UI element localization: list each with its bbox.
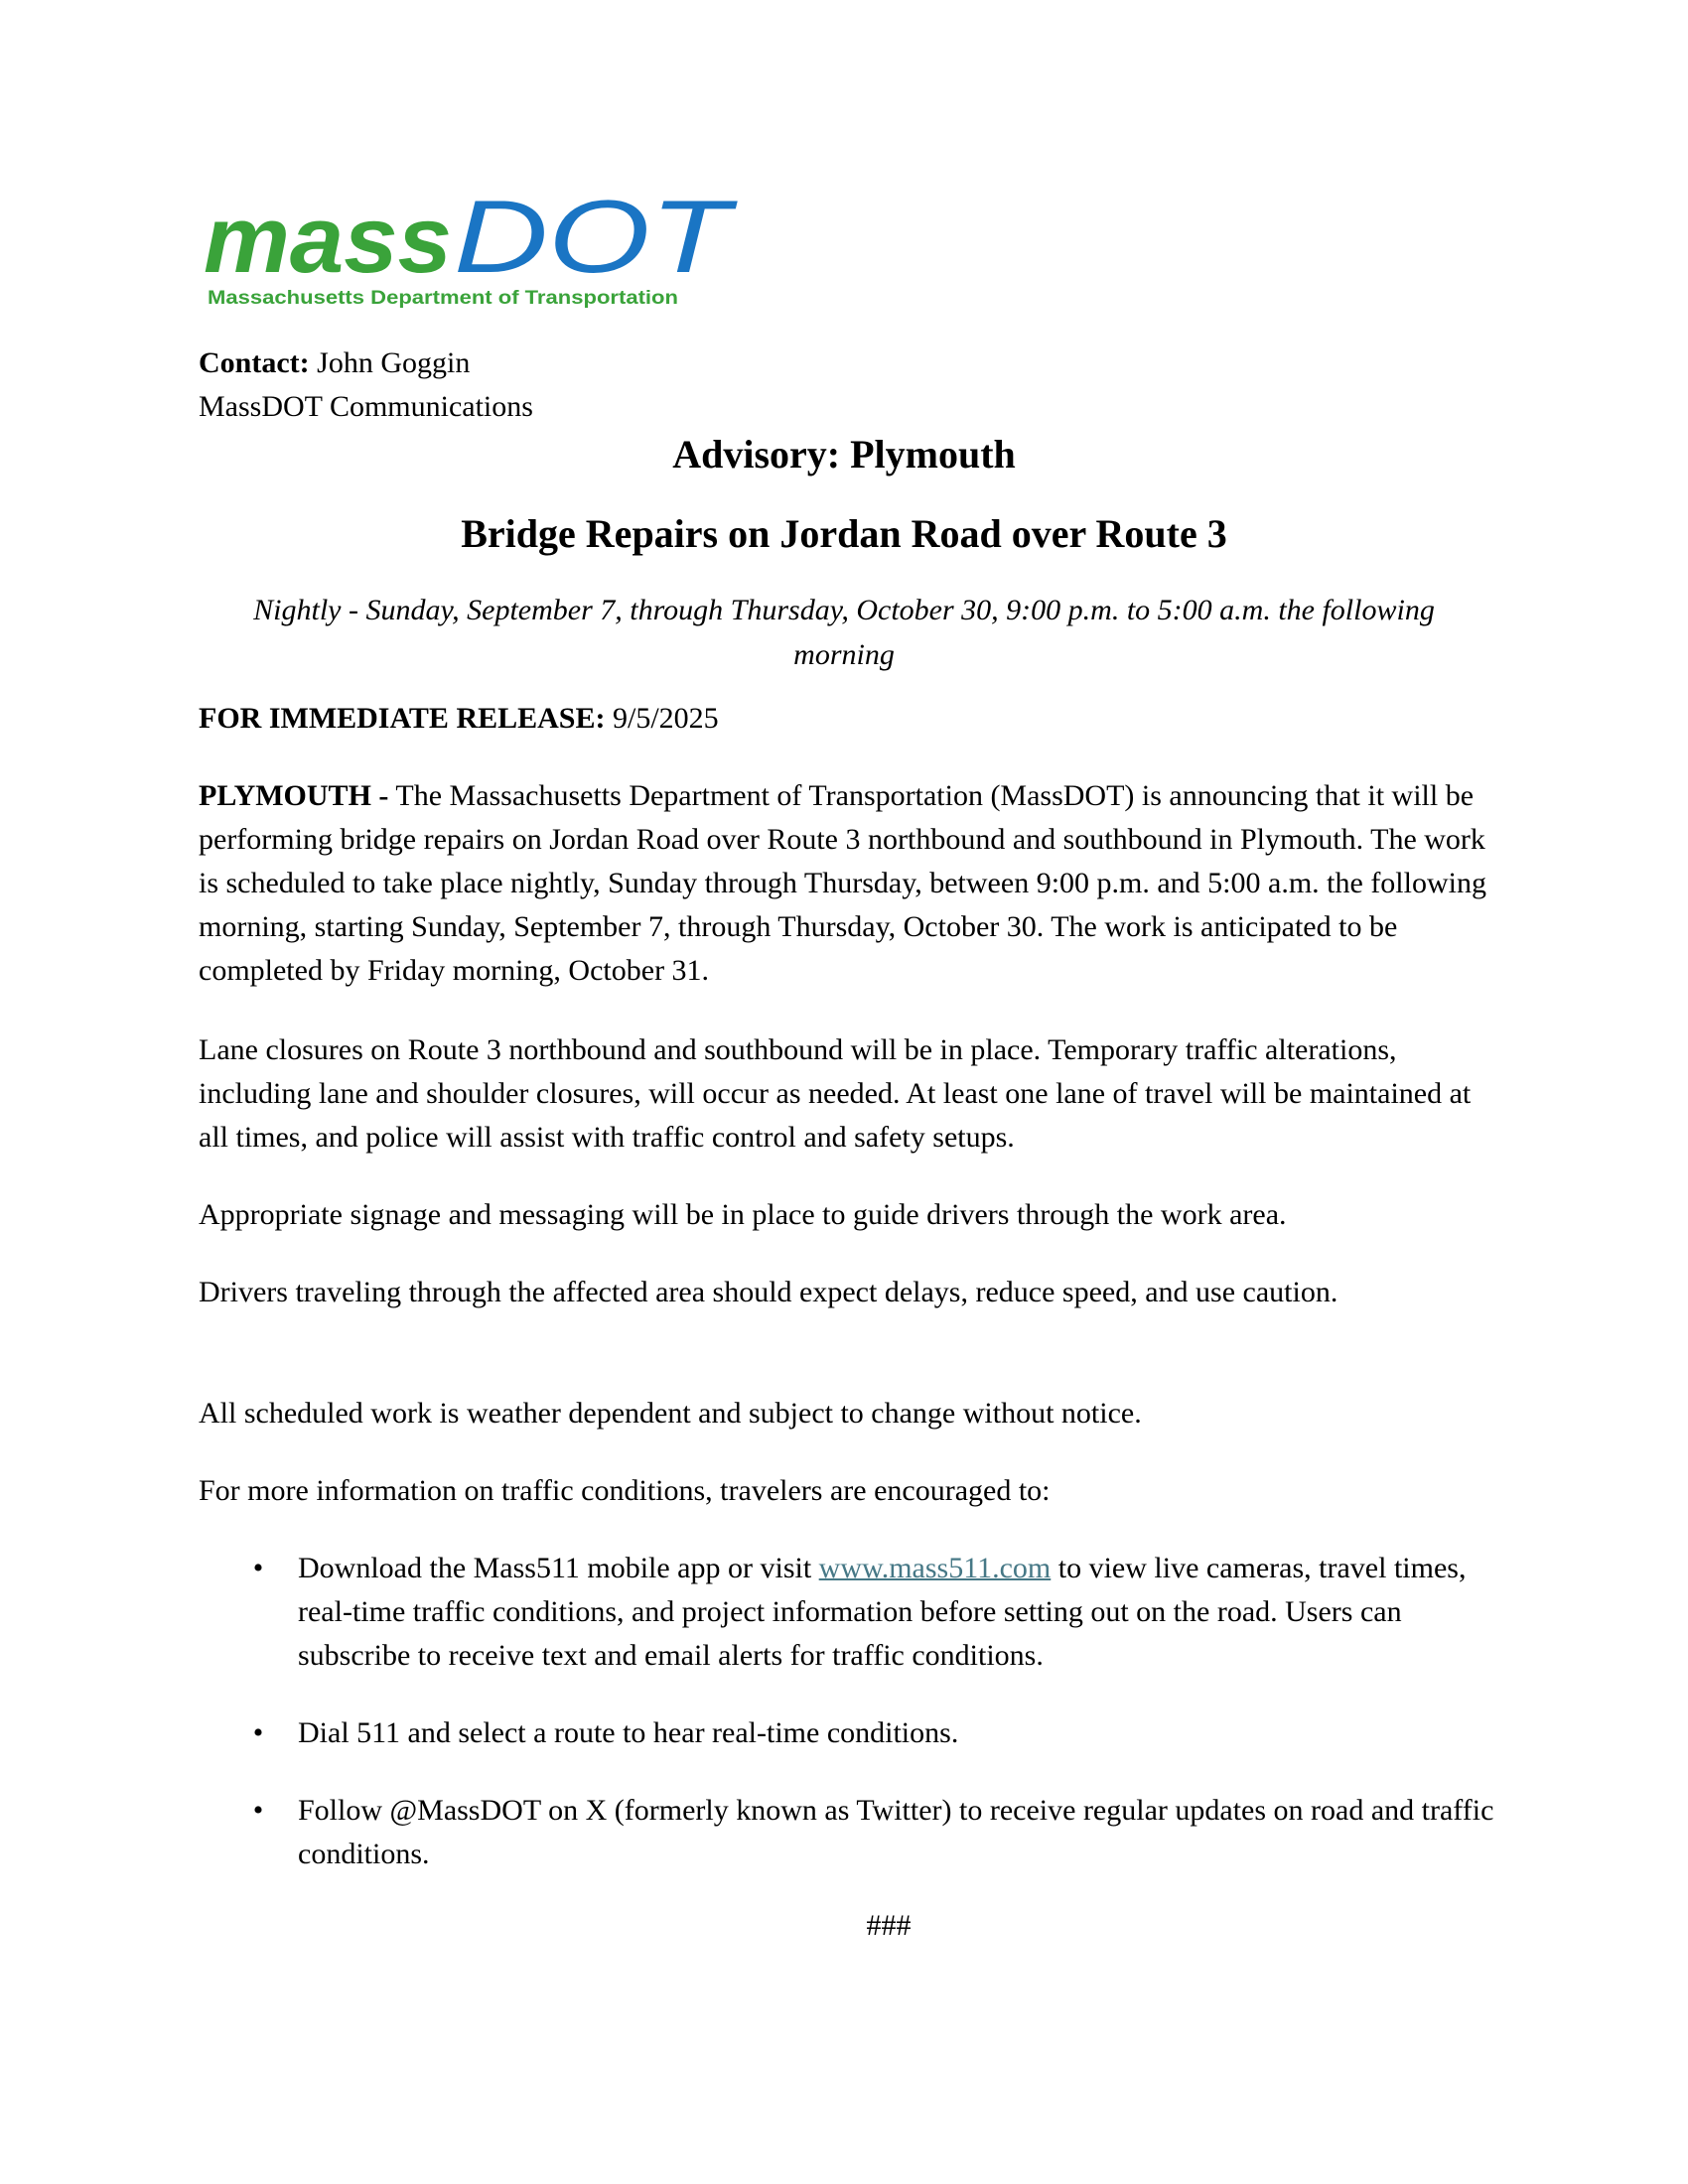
contact-name: John Goggin: [317, 346, 471, 379]
paragraph-drivers: Drivers traveling through the affected area should expect delays, reduce speed, and use caution.: [199, 1276, 1338, 1308]
paragraph-lane-closures: Lane closures on Route 3 northbound and southbound will be in place. Temporary traffic alterations, including lane and shoulder closures, will occur as needed. At least one lane of travel will be maintained at all times, and police will assist with traffic control and safety setups.: [199, 1033, 1472, 1154]
logo-wordmark-mass: mass: [204, 195, 452, 293]
paragraph-more-info: For more information on traffic conditions, travelers are encouraged to:: [199, 1474, 1051, 1507]
release-line: [199, 697, 1499, 741]
contact-line: [199, 341, 533, 385]
dateline: PLYMOUTH -: [199, 779, 389, 812]
list-item: [199, 1711, 1499, 1755]
release-date: 9/5/2025: [612, 702, 719, 735]
info-list: [199, 1547, 1499, 1910]
bullet-icon: •: [252, 1552, 264, 1584]
page-subtitle: Bridge Repairs on Jordan Road over Route 3: [461, 511, 1227, 556]
contact-block: [199, 341, 533, 429]
list-item-text-before: Download the Mass511 mobile app or visit: [298, 1552, 819, 1584]
bullet-icon: •: [252, 1794, 264, 1827]
massdot-logo-image: [204, 195, 740, 310]
list-item: [199, 1789, 1499, 1876]
contact-label: Contact:: [199, 346, 310, 379]
logo-tagline: Massachusetts Department of Transportation: [208, 288, 678, 309]
list-item-text: Dial 511 and select a route to hear real-time conditions.: [298, 1716, 959, 1749]
contact-department: MassDOT Communications: [199, 390, 533, 423]
paragraph-intro: [199, 774, 1499, 993]
list-item-text: Follow @MassDOT on X (formerly known as Twitter) to receive regular updates on road and traffic conditions.: [298, 1794, 1494, 1870]
massdot-logo: [204, 195, 740, 310]
list-item-text-after: to view live cameras, travel times, real-time traffic conditions, and project information before setting out on the road. Users can subscribe to receive text and email alerts for traffic conditions.: [298, 1552, 1467, 1672]
page-title: Advisory: Plymouth: [672, 432, 1016, 477]
bullet-icon: •: [252, 1716, 264, 1749]
release-label: FOR IMMEDIATE RELEASE:: [199, 702, 606, 735]
paragraph-weather: All scheduled work is weather dependent and subject to change without notice.: [199, 1397, 1142, 1430]
logo-wordmark-dot: DOT: [454, 195, 739, 295]
paragraph-signage: Appropriate signage and messaging will be in place to guide drivers through the work area.: [199, 1198, 1287, 1231]
schedule-text: Nightly - Sunday, September 7, through Thursday, October 30, 9:00 p.m. to 5:00 a.m. the following morning: [253, 594, 1435, 671]
paragraph-intro-text: The Massachusetts Department of Transportation (MassDOT) is announcing that it will be performing bridge repairs on Jordan Road over Route 3 northbound and southbound in Plymouth. The work is scheduled to take place nightly, Sunday through Thursday, between 9:00 p.m. and 5:00 a.m. the following morning, starting Sunday, September 7, through Thursday, October 30. The work is anticipated to be completed by Friday morning, October 31.: [199, 779, 1486, 987]
end-mark: ###: [866, 1909, 912, 1942]
list-item: [199, 1547, 1499, 1678]
mass511-link[interactable]: www.mass511.com: [818, 1552, 1052, 1584]
